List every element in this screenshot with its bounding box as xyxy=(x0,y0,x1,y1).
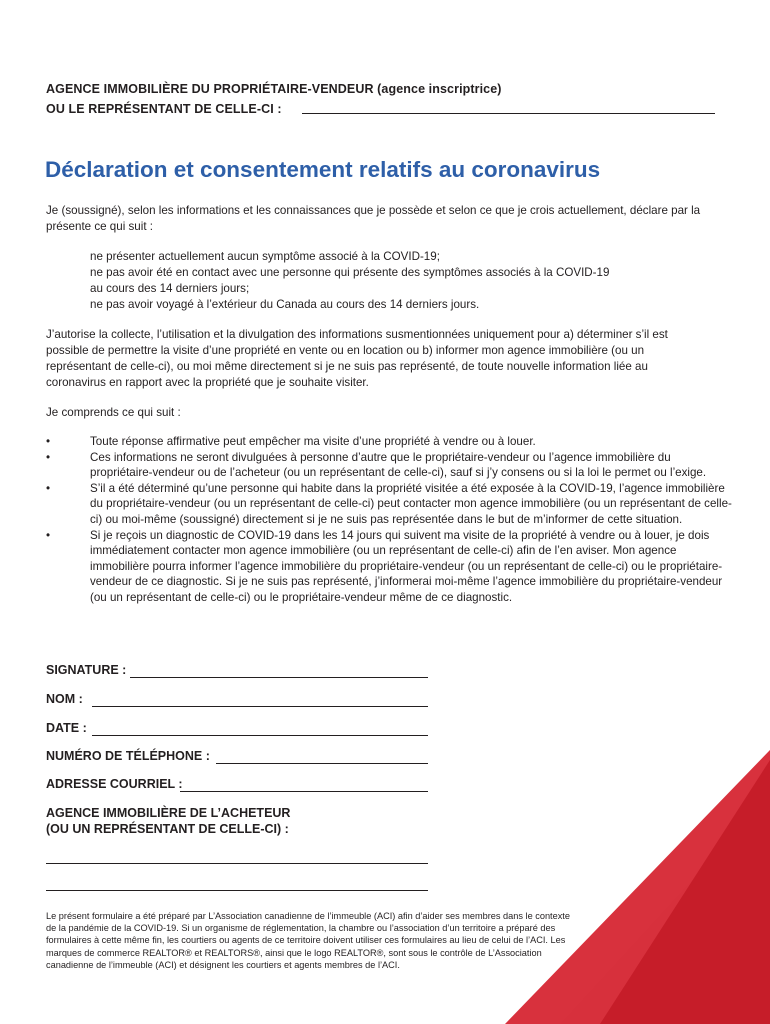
buyer-agency-heading xyxy=(46,805,290,837)
list-item-text: Si je reçois un diagnostic de COVID-19 dans les 14 jours qui suivent ma visite de la propriété à vendre ou à louer, je dois immédiatement contacter mon agence immobilière (ou un représentant de celle-ci) afin de l’en aviser. Mon agence immobilière pourra informer l’agence immobilière du propriétaire-vendeur (ou un représentant de celle-ci) ou le propriétaire-vendeur de ce diagnostic. Si je ne suis pas représenté, j’informerai moi-même l’agence immobilière du propriétaire-vendeur (ou un représentant de celle-ci) ou le propriétaire-vendeur même de ce diagnostic. xyxy=(90,528,723,604)
list-item xyxy=(46,481,736,528)
listing-agency-blank[interactable] xyxy=(302,113,715,114)
list-item-text: S’il a été déterminé qu’une personne qui habite dans la propriété visitée a été exposée à la COVID-19, l’agence immobilière du propriétaire-vendeur (ou un représentant de celle-ci) peut contacter mon agence immobilière (ou un représentant de celle-ci) ou moi-même (soussigné) directement si je ne suis pas représentée dans le but de m’informer de cette situation. xyxy=(90,481,732,526)
consent-paragraph: J’autorise la collecte, l’utilisation et la divulgation des informations susmentionnées uniquement pour a) déterminer s’il est possible de permettre la visite d’une propriété en vente ou en location ou b) informer mon agence immobilière (ou un représentant de celle-ci), ou moi même directement si je ne suis pas représenté, de toute nouvelle information liée au coronavirus en rapport avec la propriété que je souhaite visiter. xyxy=(46,328,668,389)
bullet-icon: • xyxy=(46,435,51,448)
signature-field[interactable] xyxy=(130,677,428,678)
list-item xyxy=(46,434,736,450)
declaration-list xyxy=(90,249,730,313)
list-item xyxy=(46,450,736,481)
declaration-item: au cours des 14 derniers jours; xyxy=(90,282,250,295)
buyer-agency-line2: (OU UN REPRÉSENTANT DE CELLE-CI) : xyxy=(46,822,289,836)
date-field[interactable] xyxy=(92,735,428,736)
list-item xyxy=(46,528,736,606)
buyer-agency-line1: AGENCE IMMOBILIÈRE DE L’ACHETEUR xyxy=(46,806,291,820)
list-item-text: Ces informations ne seront divulguées à personne d’autre que le propriétaire-vendeur ou l’agence immobilière du propriétaire-vendeur ou de l’acheteur (ou un représentant de celle-ci), sauf si j’y consens ou si la loi le permet ou l’exige. xyxy=(90,450,707,480)
name-field[interactable] xyxy=(92,706,428,707)
page-title: Déclaration et consentement relatifs au coronavirus xyxy=(45,157,601,182)
buyer-agency-field-2[interactable] xyxy=(46,890,428,891)
declaration-item: ne pas avoir voyagé à l’extérieur du Canada au cours des 14 derniers jours. xyxy=(90,298,480,311)
date-label: DATE : xyxy=(46,721,87,735)
buyer-agency-field-1[interactable] xyxy=(46,863,428,864)
understanding-list xyxy=(46,434,736,606)
phone-label: NUMÉRO DE TÉLÉPHONE : xyxy=(46,749,210,763)
bullet-icon: • xyxy=(46,450,51,464)
signature-label: SIGNATURE : xyxy=(46,663,127,677)
footer-notice: Le présent formulaire a été préparé par L’Association canadienne de l’immeuble (ACI) afin d’aider ses membres dans le contexte de la pandémie de la COVID-19. Si un organisme de réglementation, la chambre ou l’association d’un territoire a préparé des formulaires à cette même fin, les courtiers ou agents de ce territoire doivent utiliser ces formulaires au lieu de celui de l’ACI. Les marques de commerce REALTOR® et REALTORS®, ainsi que le logo REALTOR®, sont sous le contrôle de L’Association canadienne de l’immeuble (ACI) et désignent les courtiers et agents membres de l’ACI. xyxy=(46,911,570,970)
phone-field[interactable] xyxy=(216,763,428,764)
declaration-item: ne pas avoir été en contact avec une personne qui présente des symptômes associés à la COVID-19 xyxy=(90,266,610,279)
declaration-item: ne présenter actuellement aucun symptôme associé à la COVID-19; xyxy=(90,250,440,263)
understand-label: Je comprends ce qui suit : xyxy=(46,406,181,419)
listing-agency-representative-label: OU LE REPRÉSENTANT DE CELLE-CI : xyxy=(46,102,282,116)
bullet-icon: • xyxy=(46,481,51,495)
name-label: NOM : xyxy=(46,692,83,706)
email-field[interactable] xyxy=(180,791,428,792)
intro-paragraph: Je (soussigné), selon les informations et les connaissances que je possède et selon ce que je crois actuellement, déclare par la présente ce qui suit : xyxy=(46,204,701,233)
bullet-icon: • xyxy=(46,528,51,542)
listing-agency-heading: AGENCE IMMOBILIÈRE DU PROPRIÉTAIRE-VENDEUR (agence inscriptrice) xyxy=(46,82,502,96)
list-item-text: Toute réponse affirmative peut empêcher ma visite d’une propriété à vendre ou à louer. xyxy=(90,435,536,448)
email-label: ADRESSE COURRIEL : xyxy=(46,777,183,791)
